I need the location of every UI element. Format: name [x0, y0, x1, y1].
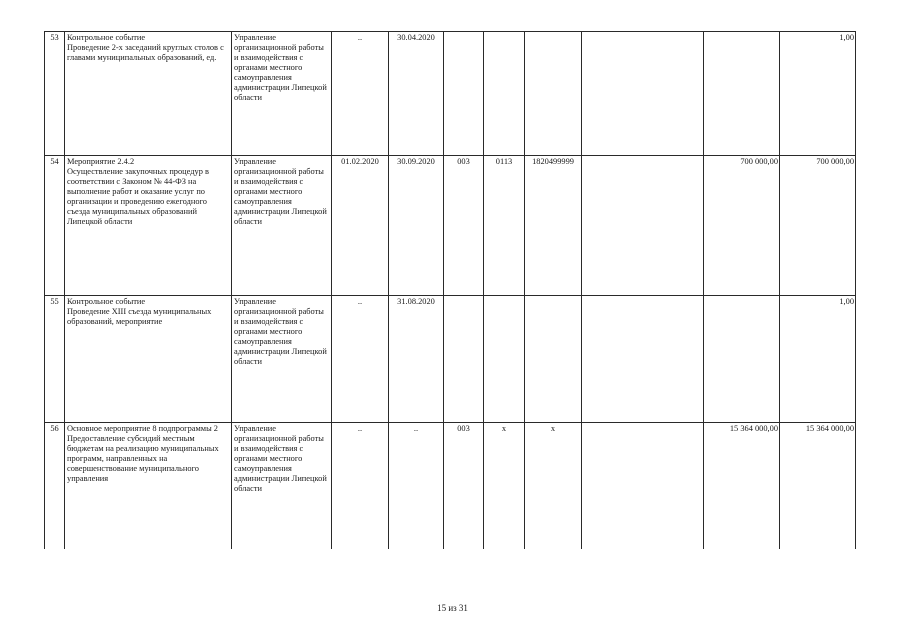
event-description: Предоставление субсидий местным бюджетам на реализацию муниципальных программ, направленных на совершенствование муниципального управления [67, 434, 219, 484]
document-sheet [44, 31, 855, 548]
end-date-cell: 31.08.2020 [389, 296, 444, 423]
empty-cell [582, 32, 704, 156]
event-description: Проведение 2-х заседаний круглых столов с главами муниципальных образований, ед. [67, 43, 224, 63]
total-cell: 700 000,00 [780, 156, 856, 296]
end-date-cell: .. [389, 423, 444, 549]
section-code-cell [484, 32, 525, 156]
total-cell: 15 364 000,00 [780, 423, 856, 549]
executor-cell: Управление организационной работы и взаимодействия с органами местного самоуправления администрации Липецкой области [232, 296, 332, 423]
table-row [45, 156, 856, 296]
page-number: 15 из 31 [437, 603, 468, 613]
start-date-cell: .. [332, 32, 389, 156]
row-number: 55 [45, 296, 65, 423]
event-name-cell [65, 156, 232, 296]
section-code-cell: 0113 [484, 156, 525, 296]
table-row [45, 423, 856, 549]
target-code-cell: х [525, 423, 582, 549]
section-code-cell: х [484, 423, 525, 549]
grbs-code-cell [444, 296, 484, 423]
target-code-cell [525, 296, 582, 423]
event-name-cell [65, 423, 232, 549]
total-cell: 1,00 [780, 296, 856, 423]
executor-cell: Управление организационной работы и взаимодействия с органами местного самоуправления администрации Липецкой области [232, 423, 332, 549]
empty-cell [582, 296, 704, 423]
empty-cell [582, 423, 704, 549]
end-date-cell: 30.04.2020 [389, 32, 444, 156]
target-code-cell [525, 32, 582, 156]
row-number: 56 [45, 423, 65, 549]
end-date-cell: 30.09.2020 [389, 156, 444, 296]
executor-cell: Управление организационной работы и взаимодействия с органами местного самоуправления администрации Липецкой области [232, 32, 332, 156]
event-description: Проведение XIII съезда муниципальных образований, мероприятие [67, 307, 212, 327]
amount-cell [704, 32, 780, 156]
start-date-cell: 01.02.2020 [332, 156, 389, 296]
start-date-cell: .. [332, 423, 389, 549]
event-description: Осуществление закупочных процедур в соответствии с Законом № 44-ФЗ на выполнение работ и оказание услуг по организации и проведению ежегодного съезда муниципальных образований Липецкой области [67, 167, 209, 227]
event-name-cell [65, 32, 232, 156]
grbs-code-cell: 003 [444, 423, 484, 549]
table-row [45, 32, 856, 156]
event-title: Основное мероприятие 8 подпрограммы 2 [67, 424, 218, 433]
amount-cell: 15 364 000,00 [704, 423, 780, 549]
start-date-cell: .. [332, 296, 389, 423]
event-name-cell [65, 296, 232, 423]
event-title: Контрольное событие [67, 33, 146, 42]
row-number: 53 [45, 32, 65, 156]
executor-cell: Управление организационной работы и взаимодействия с органами местного самоуправления администрации Липецкой области [232, 156, 332, 296]
row-number: 54 [45, 156, 65, 296]
table-row [45, 296, 856, 423]
event-title: Мероприятие 2.4.2 [67, 157, 135, 166]
amount-cell: 700 000,00 [704, 156, 780, 296]
total-cell: 1,00 [780, 32, 856, 156]
grbs-code-cell [444, 32, 484, 156]
amount-cell [704, 296, 780, 423]
plan-table [44, 31, 856, 549]
event-title: Контрольное событие [67, 297, 146, 306]
grbs-code-cell: 003 [444, 156, 484, 296]
target-code-cell: 1820499999 [525, 156, 582, 296]
empty-cell [582, 156, 704, 296]
section-code-cell [484, 296, 525, 423]
